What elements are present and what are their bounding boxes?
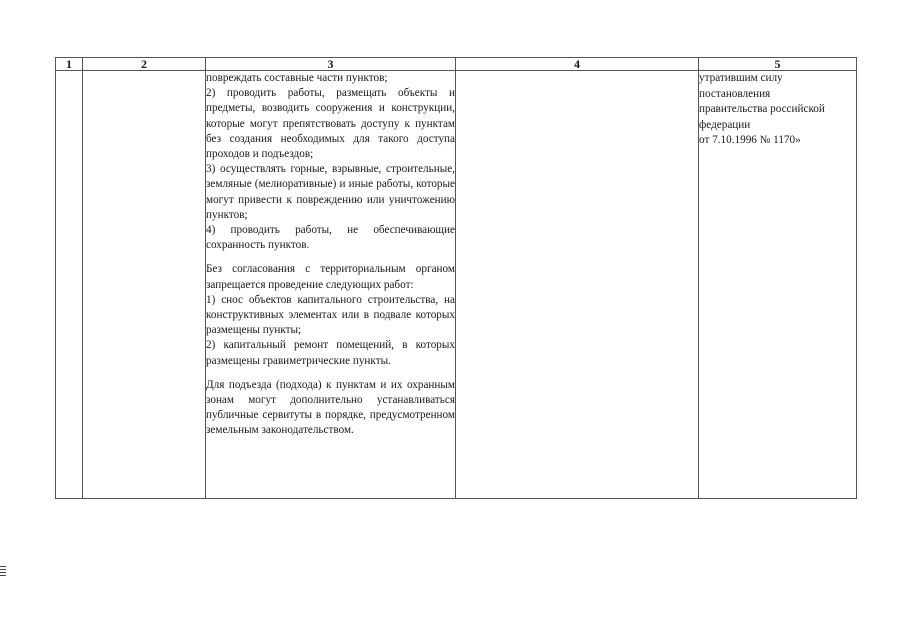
col3-paragraph: Без согласования с территориальным органом запрещается проведение следующих работ: [206,263,455,291]
column-header-2: 2 [83,58,206,71]
col5-line: утратившим силу [699,72,783,84]
col3-paragraph: 3) осуществлять горные, взрывные, строительные, земляные (мелиоративные) и иные работы, которые могут привести к повреждению или уничтожению пунктов; [206,163,455,221]
table-row [56,71,857,499]
col3-paragraph: повреждать составные части пунктов; [206,72,388,84]
col3-paragraph: Для подъезда (подхода) к пунктам и их охранным зонам могут дополнительно устанавливаться публичные сервитуты в порядке, предусмотренном земельным законодательством. [206,378,455,437]
column-header-1: 1 [56,58,83,71]
header-row [56,58,857,71]
col5-line: от 7.10.1996 № 1170» [699,134,801,146]
col5-line: правительства российской [699,103,825,115]
column-header-5: 5 [699,58,857,71]
cell-col-2 [83,71,206,499]
col3-paragraph: 1) снос объектов капитального строительства, на конструктивных элементах или в подвале которых размещены пункты; [206,293,455,337]
cell-col-5 [699,71,857,499]
col5-line: постановления [699,87,771,100]
scan-edge-mark [0,566,6,578]
column-header-3: 3 [206,58,456,71]
col3-paragraph: 4) проводить работы, не обеспечивающие сохранность пунктов. [206,224,455,252]
cell-col-4 [456,71,699,499]
cell-col-3 [206,71,456,499]
col5-line: федерации [699,118,751,131]
col3-paragraph: 2) капитальный ремонт помещений, в которых размещены гравиметрические пункты. [206,339,455,367]
regulation-table [55,57,857,499]
column-header-4: 4 [456,58,699,71]
cell-col-1 [56,71,83,499]
col3-paragraph: 2) проводить работы, размещать объекты и предметы, возводить сооружения и конструкции, которые могут препятствовать доступу к пунктам без создания необходимых для такого доступа проходов и подъездов; [206,87,455,161]
